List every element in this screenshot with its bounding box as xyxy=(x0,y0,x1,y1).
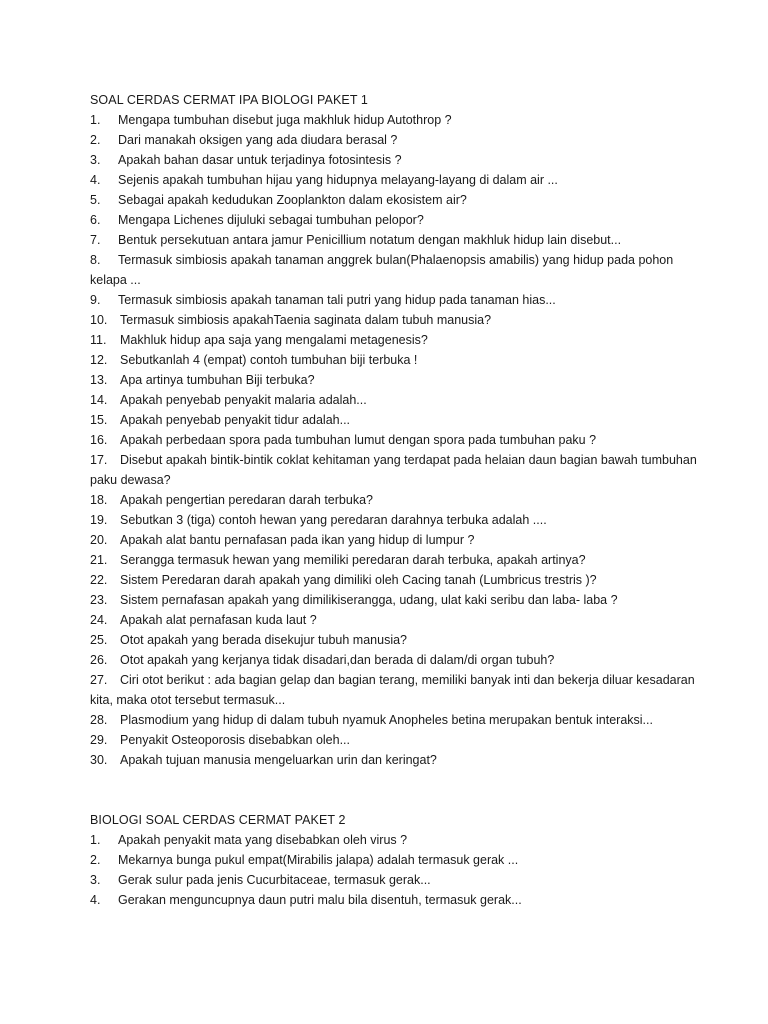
question-number: 9. xyxy=(90,293,101,307)
question-item xyxy=(90,650,710,670)
question-number: 3. xyxy=(90,153,101,167)
section-gap xyxy=(90,770,710,810)
question-item xyxy=(90,230,710,250)
question-number: 15. xyxy=(90,413,108,427)
question-number: 29. xyxy=(90,733,108,747)
document-page xyxy=(90,90,710,910)
question-text: Termasuk simbiosis apakah tanaman anggrek bulan(Phalaenopsis amabilis) yang hidup pada pohon kelapa ... xyxy=(90,253,674,287)
question-text: Penyakit Osteoporosis disebabkan oleh... xyxy=(120,733,350,747)
question-item xyxy=(90,750,710,770)
question-item xyxy=(90,350,710,370)
paket1-question-list xyxy=(90,110,710,770)
question-number: 5. xyxy=(90,193,101,207)
question-text: Apakah alat pernafasan kuda laut ? xyxy=(120,613,317,627)
question-item xyxy=(90,210,710,230)
question-item xyxy=(90,130,710,150)
question-text: Mekarnya bunga pukul empat(Mirabilis jalapa) adalah termasuk gerak ... xyxy=(118,853,519,867)
question-text: Gerak sulur pada jenis Cucurbitaceae, termasuk gerak... xyxy=(118,873,431,887)
question-text: Makhluk hidup apa saja yang mengalami metagenesis? xyxy=(120,333,428,347)
question-item xyxy=(90,870,710,890)
question-item xyxy=(90,370,710,390)
question-item xyxy=(90,110,710,130)
question-number: 23. xyxy=(90,593,108,607)
question-item xyxy=(90,590,710,610)
question-text: Sistem pernafasan apakah yang dimilikiserangga, udang, ulat kaki seribu dan laba- laba ? xyxy=(120,593,618,607)
question-number: 6. xyxy=(90,213,101,227)
paket2-title: BIOLOGI SOAL CERDAS CERMAT PAKET 2 xyxy=(90,813,346,827)
question-item xyxy=(90,610,710,630)
question-number: 16. xyxy=(90,433,108,447)
question-number: 25. xyxy=(90,633,108,647)
question-number: 4. xyxy=(90,893,101,907)
question-item xyxy=(90,170,710,190)
question-number: 13. xyxy=(90,373,108,387)
question-text: Sebutkan 3 (tiga) contoh hewan yang peredaran darahnya terbuka adalah .... xyxy=(120,513,547,527)
question-number: 2. xyxy=(90,133,101,147)
question-text: Plasmodium yang hidup di dalam tubuh nyamuk Anopheles betina merupakan bentuk interaksi... xyxy=(120,713,653,727)
question-item xyxy=(90,330,710,350)
question-text: Disebut apakah bintik-bintik coklat kehitaman yang terdapat pada helaian daun bagian bawah tumbuhan paku dewasa? xyxy=(90,453,697,487)
question-number: 1. xyxy=(90,113,101,127)
question-item xyxy=(90,890,710,910)
question-item xyxy=(90,570,710,590)
question-text: Termasuk simbiosis apakah tanaman tali putri yang hidup pada tanaman hias... xyxy=(118,293,556,307)
question-text: Sebagai apakah kedudukan Zooplankton dalam ekosistem air? xyxy=(118,193,467,207)
question-number: 17. xyxy=(90,453,108,467)
question-item xyxy=(90,510,710,530)
question-item xyxy=(90,150,710,170)
question-item xyxy=(90,450,710,490)
question-item xyxy=(90,490,710,510)
question-text: Apakah tujuan manusia mengeluarkan urin dan keringat? xyxy=(120,753,437,767)
question-item xyxy=(90,830,710,850)
question-text: Apakah bahan dasar untuk terjadinya fotosintesis ? xyxy=(118,153,402,167)
question-item xyxy=(90,630,710,650)
question-number: 20. xyxy=(90,533,108,547)
question-number: 18. xyxy=(90,493,108,507)
question-text: Sistem Peredaran darah apakah yang dimiliki oleh Cacing tanah (Lumbricus trestris )? xyxy=(120,573,597,587)
question-text: Dari manakah oksigen yang ada diudara berasal ? xyxy=(118,133,398,147)
question-text: Sebutkanlah 4 (empat) contoh tumbuhan biji terbuka ! xyxy=(120,353,418,367)
question-item xyxy=(90,710,710,730)
question-text: Apakah pengertian peredaran darah terbuka? xyxy=(120,493,373,507)
question-number: 3. xyxy=(90,873,101,887)
question-number: 12. xyxy=(90,353,108,367)
question-text: Otot apakah yang kerjanya tidak disadari,dan berada di dalam/di organ tubuh? xyxy=(120,653,555,667)
question-number: 7. xyxy=(90,233,101,247)
question-item xyxy=(90,250,710,290)
question-text: Apakah penyebab penyakit tidur adalah... xyxy=(120,413,351,427)
question-number: 22. xyxy=(90,573,108,587)
question-number: 24. xyxy=(90,613,108,627)
question-number: 19. xyxy=(90,513,108,527)
question-item xyxy=(90,550,710,570)
question-text: Mengapa tumbuhan disebut juga makhluk hidup Autothrop ? xyxy=(118,113,452,127)
question-number: 21. xyxy=(90,553,108,567)
question-number: 4. xyxy=(90,173,101,187)
question-number: 27. xyxy=(90,673,108,687)
question-number: 11. xyxy=(90,333,107,347)
question-text: Apakah penyebab penyakit malaria adalah... xyxy=(120,393,367,407)
question-item xyxy=(90,190,710,210)
question-text: Apakah alat bantu pernafasan pada ikan yang hidup di lumpur ? xyxy=(120,533,475,547)
question-item xyxy=(90,410,710,430)
paket1-title: SOAL CERDAS CERMAT IPA BIOLOGI PAKET 1 xyxy=(90,93,368,107)
question-number: 2. xyxy=(90,853,101,867)
question-item xyxy=(90,730,710,750)
question-item xyxy=(90,290,710,310)
question-text: Mengapa Lichenes dijuluki sebagai tumbuhan pelopor? xyxy=(118,213,424,227)
question-item xyxy=(90,670,710,710)
question-number: 28. xyxy=(90,713,108,727)
question-number: 14. xyxy=(90,393,108,407)
question-item xyxy=(90,430,710,450)
question-text: Termasuk simbiosis apakahTaenia saginata dalam tubuh manusia? xyxy=(120,313,492,327)
question-text: Gerakan menguncupnya daun putri malu bila disentuh, termasuk gerak... xyxy=(118,893,522,907)
question-item xyxy=(90,310,710,330)
question-number: 10. xyxy=(90,313,108,327)
question-number: 8. xyxy=(90,253,101,267)
question-text: Apa artinya tumbuhan Biji terbuka? xyxy=(120,373,315,387)
paket2-question-list xyxy=(90,830,710,910)
question-text: Otot apakah yang berada disekujur tubuh manusia? xyxy=(120,633,407,647)
question-text: Apakah perbedaan spora pada tumbuhan lumut dengan spora pada tumbuhan paku ? xyxy=(120,433,597,447)
question-item xyxy=(90,390,710,410)
question-text: Ciri otot berikut : ada bagian gelap dan bagian terang, memiliki banyak inti dan bekerja diluar kesadaran kita, maka otot tersebut termasuk... xyxy=(90,673,695,707)
question-number: 26. xyxy=(90,653,108,667)
question-text: Apakah penyakit mata yang disebabkan oleh virus ? xyxy=(118,833,408,847)
question-text: Bentuk persekutuan antara jamur Penicillium notatum dengan makhluk hidup lain disebut... xyxy=(118,233,622,247)
question-text: Serangga termasuk hewan yang memiliki peredaran darah terbuka, apakah artinya? xyxy=(120,553,586,567)
question-item xyxy=(90,850,710,870)
question-number: 1. xyxy=(90,833,101,847)
question-item xyxy=(90,530,710,550)
question-text: Sejenis apakah tumbuhan hijau yang hidupnya melayang-layang di dalam air ... xyxy=(118,173,558,187)
question-number: 30. xyxy=(90,753,108,767)
